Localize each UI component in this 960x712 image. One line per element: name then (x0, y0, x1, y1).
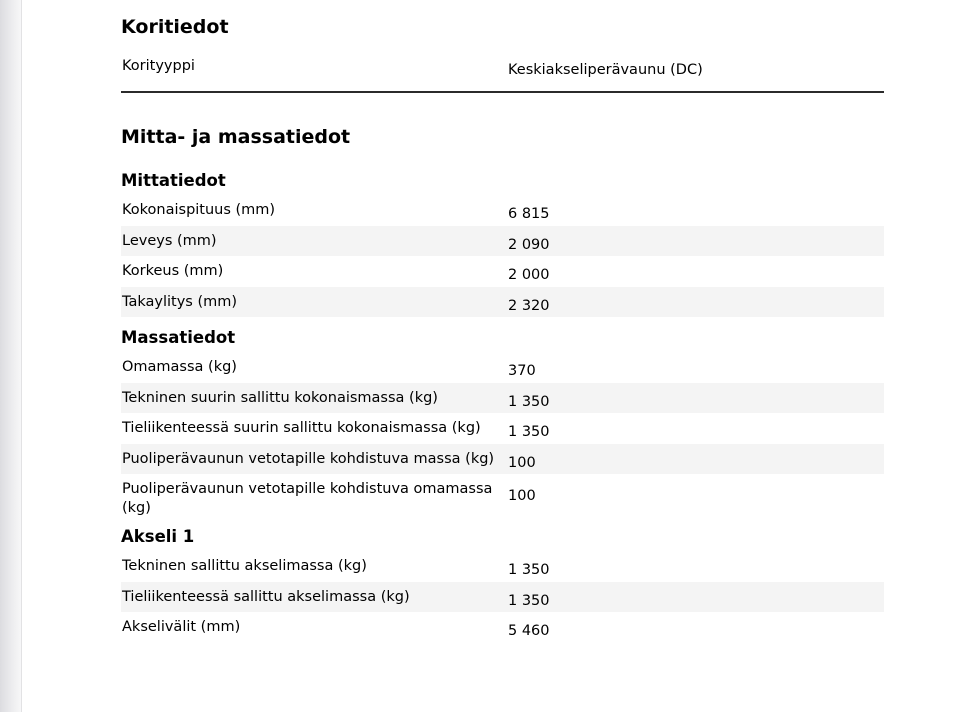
axle-table (121, 551, 884, 643)
row-value: 2 090 (508, 236, 550, 253)
body-section-title: Koritiedot (121, 16, 229, 38)
row-label: Tieliikenteessä suurin sallittu kokonaismassa (kg) (122, 420, 481, 436)
row-label: Tekninen sallittu akselimassa (kg) (122, 558, 367, 574)
dimension-section-title: Mitta- ja massatiedot (121, 126, 351, 148)
measurements-title: Mittatiedot (121, 171, 226, 190)
row-value: 2 000 (508, 267, 550, 283)
row-label: Leveys (mm) (122, 232, 217, 249)
table-row (121, 352, 884, 383)
row-value: 1 350 (508, 424, 550, 440)
row-label: Puoliperävaunun vetotapille kohdistuva omamassa (kg) (122, 481, 493, 516)
body-type-label: Korityyppi (122, 58, 195, 74)
table-row (121, 195, 884, 226)
row-value: 1 350 (508, 592, 550, 609)
table-row (121, 474, 884, 518)
row-label: Puoliperävaunun vetotapille kohdistuva massa (kg) (122, 450, 495, 467)
table-row (121, 444, 884, 475)
row-label: Tekninen suurin sallittu kokonaismassa (kg) (122, 389, 438, 406)
table-row (121, 413, 884, 444)
table-row (121, 383, 884, 414)
table-row (121, 256, 884, 287)
row-label: Kokonaispituus (mm) (122, 202, 276, 218)
table-row (121, 226, 884, 257)
row-label: Takaylitys (mm) (122, 293, 238, 310)
row-value: 1 350 (508, 393, 550, 410)
body-type-value: Keskiakseliperävaunu (DC) (508, 62, 703, 78)
row-value: 6 815 (508, 206, 550, 222)
masses-table (121, 352, 884, 518)
axle-title: Akseli 1 (121, 527, 195, 546)
row-value: 1 350 (508, 562, 550, 578)
row-value: 5 460 (508, 623, 550, 639)
row-value: 100 (508, 454, 536, 471)
masses-title: Massatiedot (121, 328, 236, 347)
row-value: 100 (508, 488, 536, 504)
row-value: 2 320 (508, 297, 550, 314)
row-label: Tieliikenteessä sallittu akselimassa (kg) (122, 588, 410, 605)
row-label: Omamassa (kg) (122, 359, 237, 375)
row-value: 370 (508, 363, 536, 379)
table-row (121, 551, 884, 582)
measurements-table (121, 195, 884, 317)
table-row (121, 287, 884, 318)
table-row (121, 582, 884, 613)
section-divider (121, 91, 884, 93)
row-label: Akselivälit (mm) (122, 619, 241, 635)
table-row (121, 612, 884, 643)
row-label: Korkeus (mm) (122, 263, 224, 279)
window-edge (0, 0, 22, 712)
